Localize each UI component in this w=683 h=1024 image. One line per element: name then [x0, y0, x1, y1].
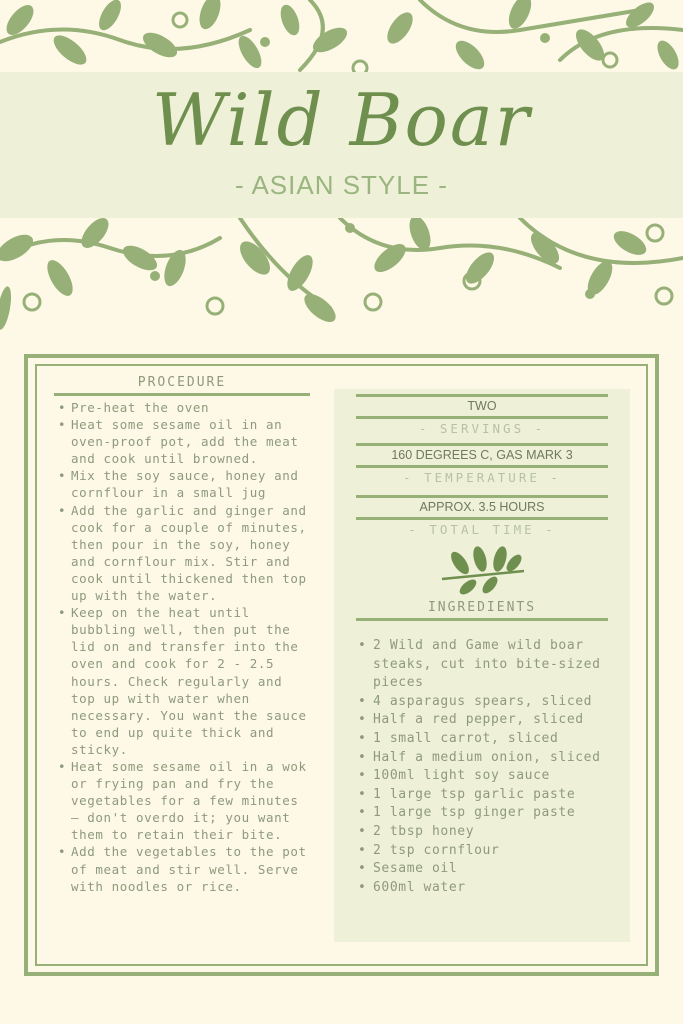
ingredient-item: • 600ml water [356, 879, 618, 898]
procedure-step: • Heat some sesame oil in an oven-proof pot, add the meat and cook until browned. [54, 416, 310, 467]
ingredients-list [356, 637, 618, 897]
ingredient-item: • Half a red pepper, sliced [356, 711, 618, 730]
recipe-info-panel [334, 389, 630, 942]
ingredient-item: • 1 large tsp ginger paste [356, 804, 618, 823]
procedure-section [54, 375, 310, 895]
ingredients-rule [356, 618, 608, 621]
temperature-value: 160 DEGREES C, GAS MARK 3 [391, 448, 573, 462]
leaf-vines-mid-icon [0, 218, 683, 348]
page-subtitle: - ASIAN STYLE - [235, 170, 448, 200]
leaf-sprig-icon [438, 541, 526, 597]
ingredients-heading: INGREDIENTS [427, 600, 537, 615]
total-time-label: - TOTAL TIME - [408, 522, 556, 537]
ingredient-item: • 4 asparagus spears, sliced [356, 693, 618, 712]
total-time-value: APPROX. 3.5 HOURS [419, 500, 545, 514]
procedure-step: • Add the garlic and ginger and cook for a couple of minutes, then pour in the soy, honey and cornflour mix. Stir and cook until thickened then top up with the water. [54, 502, 310, 605]
ingredient-item: • Half a medium onion, sliced [356, 749, 618, 768]
servings-value: TWO [467, 399, 497, 413]
ingredient-item: • 1 large tsp garlic paste [356, 786, 618, 805]
procedure-step: • Pre-heat the oven [54, 399, 310, 416]
procedure-step: • Add the vegetables to the pot of meat and stir well. Serve with noodles or rice. [54, 843, 310, 894]
servings-label: - SERVINGS - [418, 421, 546, 436]
ingredients-header [356, 600, 608, 621]
procedure-step: • Heat some sesame oil in a wok or frying pan and fry the vegetables for a few minutes – don't overdo it; you want them to retain their bite. [54, 758, 310, 843]
ingredient-item: • 2 tbsp honey [356, 823, 618, 842]
temperature-label: - TEMPERATURE - [403, 470, 561, 485]
ingredient-item: • 100ml light soy sauce [356, 767, 618, 786]
procedure-heading: PROCEDURE [137, 375, 227, 390]
procedure-step: • Mix the soy sauce, honey and cornflour in a small jug [54, 467, 310, 501]
ingredient-item: • 2 tsp cornflour [356, 842, 618, 861]
leaf-vines-top-icon [0, 0, 683, 80]
temperature-stat [356, 443, 608, 488]
ingredient-item: • 1 small carrot, sliced [356, 730, 618, 749]
procedure-list [54, 399, 310, 895]
page-title: Wild Boar [151, 78, 532, 162]
title-band [0, 72, 683, 218]
ingredient-item: • Sesame oil [356, 860, 618, 879]
ingredient-item: • 2 Wild and Game wild boar steaks, cut into bite-sized pieces [356, 637, 618, 693]
procedure-step: • Keep on the heat until bubbling well, then put the lid on and transfer into the oven and cook for 2 - 2.5 hours. Check regularly and top up with water when necessary. You want the sauce to end up quite thick and sticky. [54, 604, 310, 758]
total-time-stat [356, 495, 608, 540]
servings-stat [356, 394, 608, 439]
procedure-rule [54, 393, 310, 396]
